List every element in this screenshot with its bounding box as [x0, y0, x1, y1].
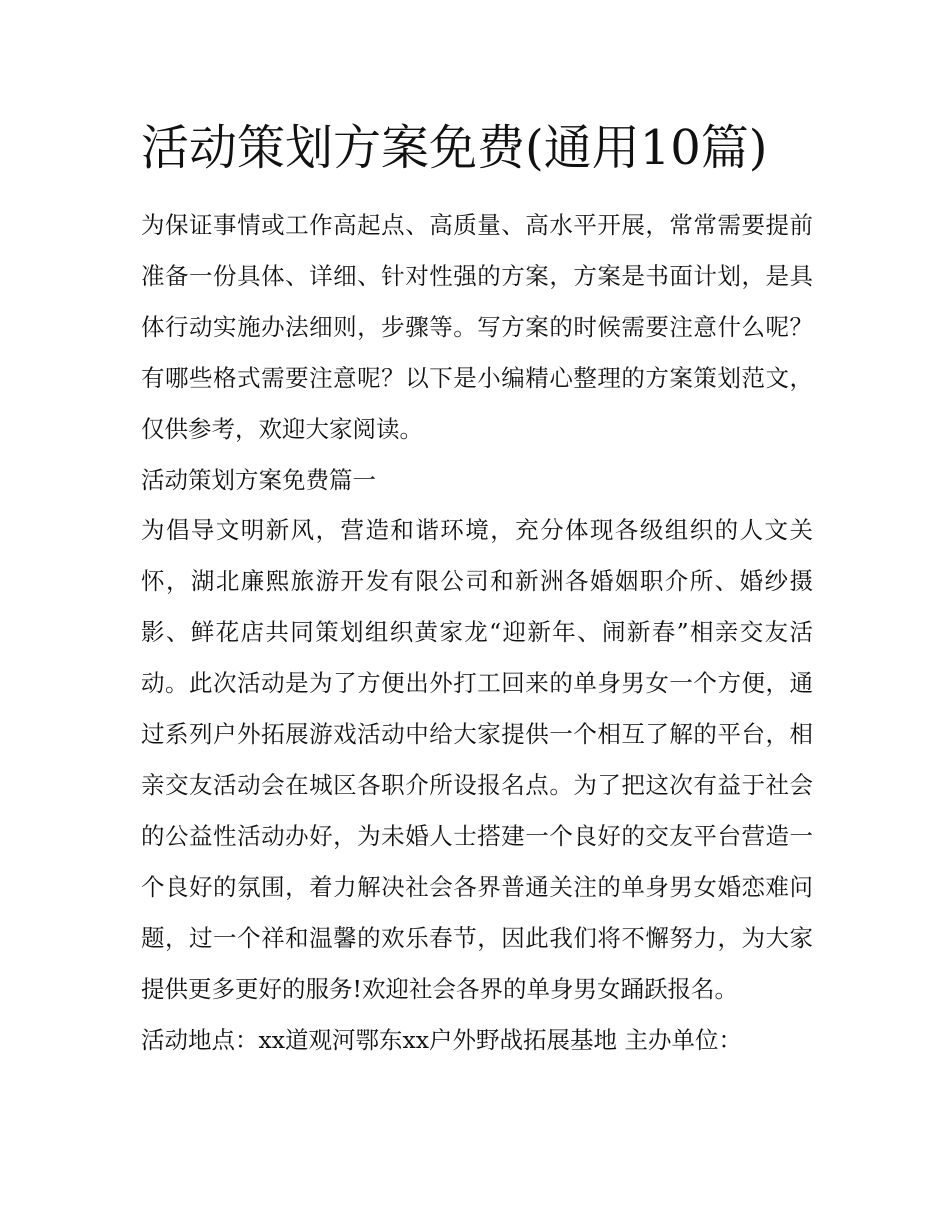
document-content: [141, 118, 813, 1065]
location-line: 活动地点：xx道观河鄂东xx户外野战拓展基地 主办单位：: [141, 1025, 742, 1054]
intro-paragraph: 为保证事情或工作高起点、高质量、高水平开展，常常需要提前准备一份具体、详细、针对性强的方案，方案是书面计划，是具体行动实施办法细则，步骤等。写方案的时候需要注意什么呢？有哪些格式需要注意呢？以下是小编精心整理的方案策划范文，仅供参考，欢迎大家阅读。: [141, 211, 813, 443]
document-title: 活动策划方案免费(通用10篇): [141, 120, 768, 176]
section-body-paragraph: 为倡导文明新风，营造和谐环境，充分体现各级组织的人文关怀，湖北廉熙旅游开发有限公司和新洲各婚姻职介所、婚纱摄影、鲜花店共同策划组织黄家龙“迎新年、闹新春”相亲交友活动。此次活动是为了方便出外打工回来的单身男女一个方便，通过系列户外拓展游戏活动中给大家提供一个相互了解的平台，相亲交友活动会在城区各职介所设报名点。为了把这次有益于社会的公益性活动办好，为未婚人士搭建一个良好的交友平台营造一个良好的氛围，着力解决社会各界普通关注的单身男女婚恋难问题，过一个祥和温馨的欢乐春节，因此我们将不懈努力，为大家提供更多更好的服务!欢迎社会各界的单身男女踊跃报名。: [141, 516, 813, 1003]
section-heading: 活动策划方案免费篇一: [141, 465, 376, 494]
